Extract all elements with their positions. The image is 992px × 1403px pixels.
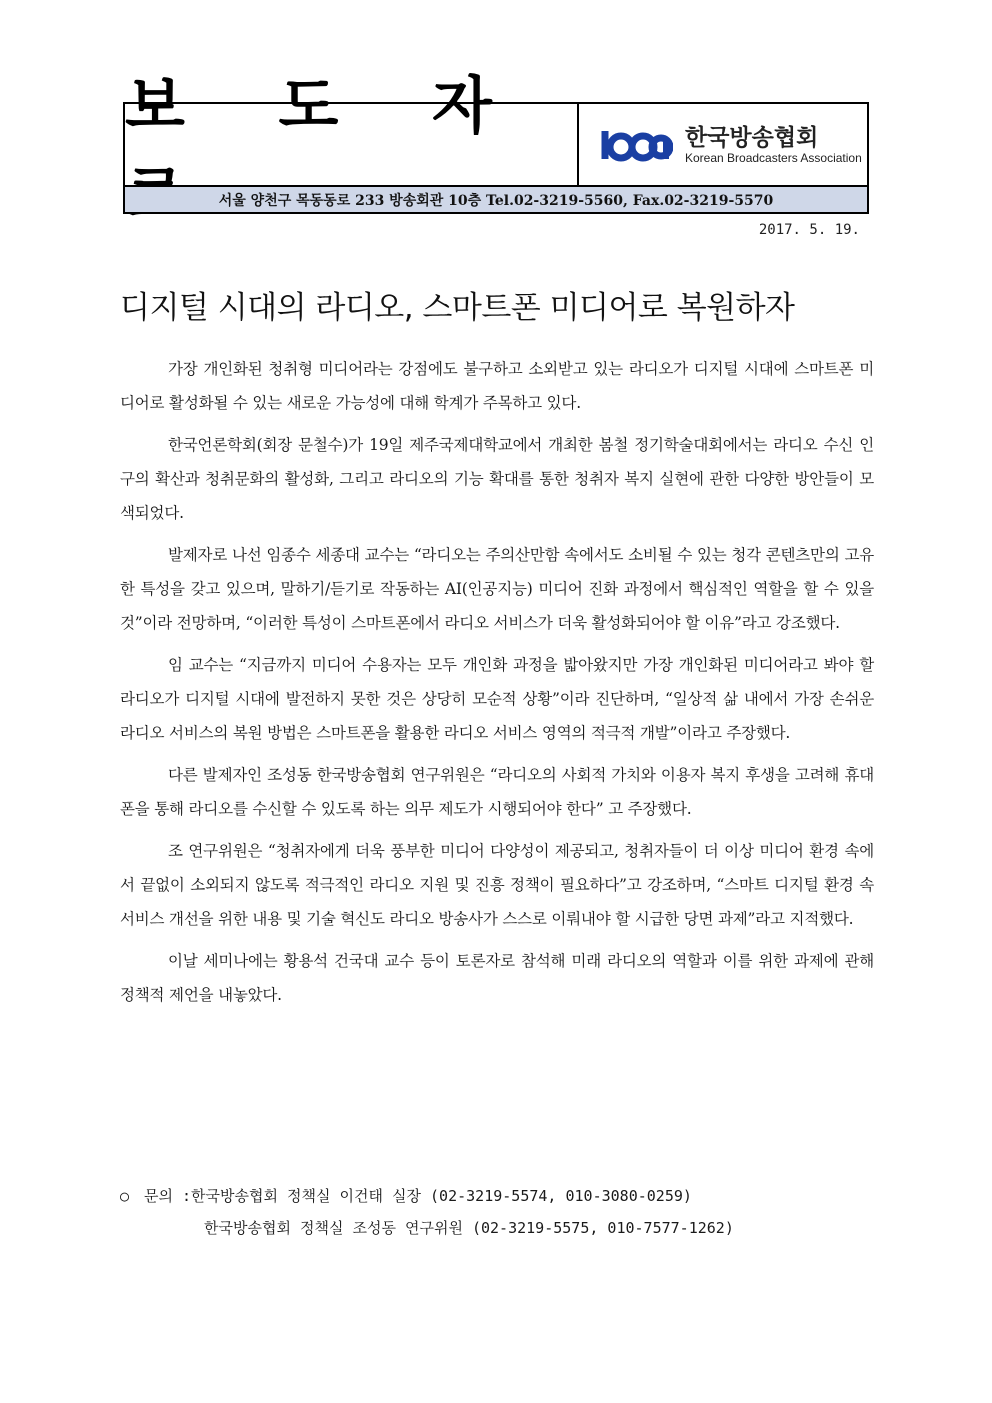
contact-row-1 (120, 1180, 880, 1212)
press-release-title: 보 도 자 (125, 68, 528, 142)
paragraph: 조 연구위원은 “청취자에게 더욱 풍부한 미디어 다양성이 제공되고, 청취자들이 더 이상 미디어 환경 속에서 끝없이 소외되지 않도록 적극적인 라디오 지원 및 진흥 정책이 필요하다”고 강조하며, “스마트 디지털 환경 속 서비스 개선을 위한 내용 및 기술 혁신도 라디오 방송사가 스스로 이뤄내야 할 시급한 당면 과제”라고 지적했다. (120, 842, 874, 928)
press-release-header (123, 68, 869, 214)
logo-name-english: Korean Broadcasters Association (685, 150, 862, 165)
paragraph: 다른 발제자인 조성동 한국방송협회 연구위원은 “라디오의 사회적 가치와 이용자 복지 후생을 고려해 휴대폰을 통해 라디오를 수신할 수 있도록 하는 의무 제도가 시행되어야 한다” 고 주장했다. (120, 766, 874, 818)
release-date: 2017. 5. 19. (758, 222, 860, 238)
title-cell (125, 68, 579, 185)
contact-line-1: 한국방송협회 정책실 이건태 실장 (02-3219-5574, 010-3080-0259) (191, 1187, 692, 1205)
contact-label: 문의 : (144, 1187, 192, 1205)
paragraph: 이날 세미나에는 황용석 건국대 교수 등이 토론자로 참석해 미래 라디오의 역할과 이를 위한 과제에 관해 정책적 제언을 내놓았다. (120, 952, 874, 1004)
contact-info (120, 1180, 880, 1244)
address-text: 서울 양천구 목동동로 233 방송회관 10층 Tel.02-3219-5560, Fax.02-3219-5570 (218, 192, 774, 209)
bullet-icon: ○ (120, 1187, 130, 1205)
paragraph: 발제자로 나선 임종수 세종대 교수는 “라디오는 주의산만함 속에서도 소비될 수 있는 청각 콘텐츠만의 고유한 특성을 갖고 있으며, 말하기/듣기로 작동하는 AI(인공지능) 미디어 진화 과정에서 핵심적인 역할을 할 수 있을 것”이라 전망하며, “이러한 특성이 스마트폰에서 라디오 서비스가 더욱 활성화되어야 할 이유”라고 강조했다. (120, 546, 874, 632)
article-body (120, 352, 874, 1020)
logo-name-korean: 한국방송협회 (685, 124, 819, 151)
paragraph: 한국언론학회(회장 문철수)가 19일 제주국제대학교에서 개최한 봄철 정기학술대회에서는 라디오 수신 인구의 확산과 청취문화의 활성화, 그리고 라디오의 기능 확대를 통한 청취자 복지 실현에 관한 다양한 방안들이 모색되었다. (120, 436, 874, 522)
organization-logo (579, 104, 867, 185)
kba-logo-icon (597, 125, 673, 165)
headline: 디지털 시대의 라디오, 스마트폰 미디어로 복원하자 (120, 290, 795, 326)
header-top-row (125, 68, 867, 187)
paragraph: 임 교수는 “지금까지 미디어 수용자는 모두 개인화 과정을 밟아왔지만 가장 개인화된 미디어라고 봐야 할 라디오가 디지털 시대에 발전하지 못한 것은 상당히 모순적 상황”이라 진단하며, “일상적 삶 내에서 가장 손쉬운 라디오 서비스의 복원 방법은 스마트폰을 활용한 라디오 서비스 영역의 적극적 개발”이라고 주장했다. (120, 656, 874, 742)
contact-line-2: 한국방송협회 정책실 조성동 연구위원 (02-3219-5575, 010-7577-1262) (204, 1219, 734, 1237)
contact-row-2 (120, 1212, 880, 1244)
address-bar (125, 187, 867, 212)
paragraph: 가장 개인화된 청취형 미디어라는 강점에도 불구하고 소외받고 있는 라디오가 디지털 시대에 스마트폰 미디어로 활성화될 수 있는 새로운 가능성에 대해 학계가 주목하고 있다. (120, 360, 874, 412)
